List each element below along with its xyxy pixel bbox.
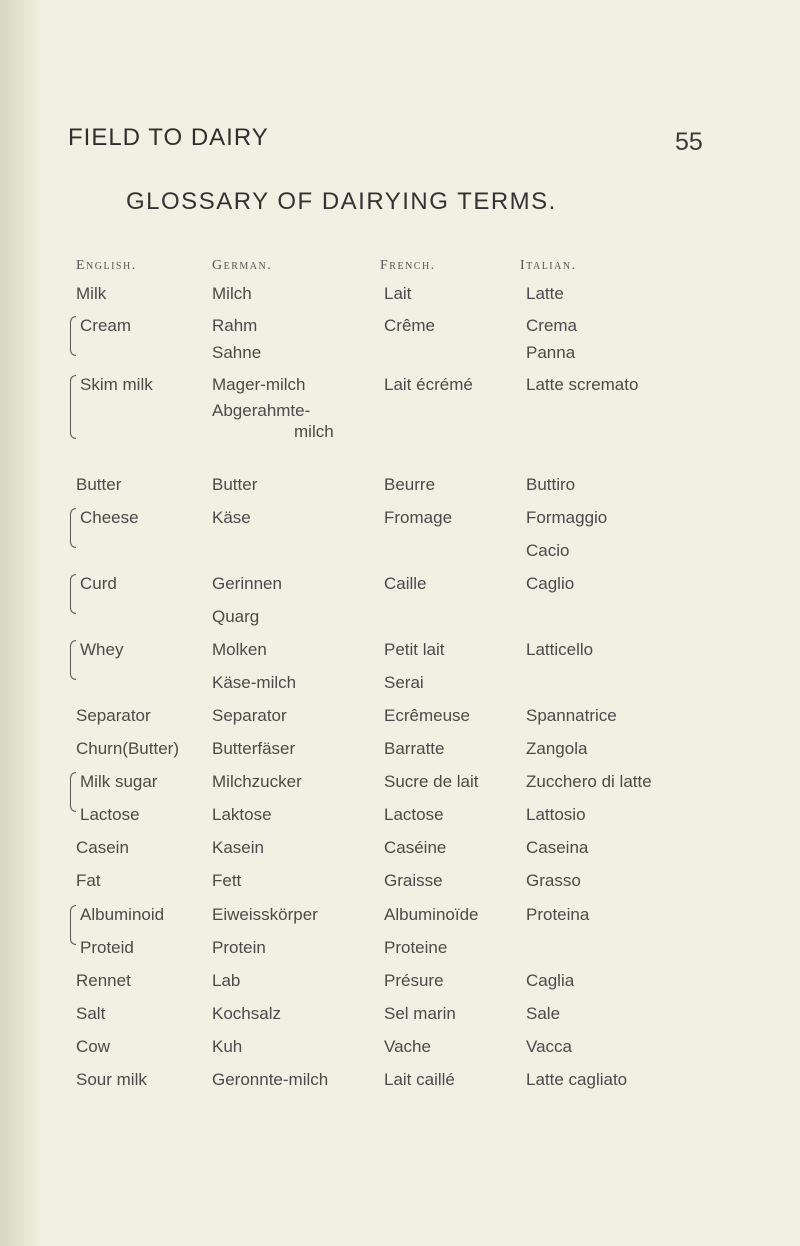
english-term: Whey xyxy=(80,640,124,659)
german-term: Rahm xyxy=(212,316,258,335)
french-term: Caséine xyxy=(384,838,447,857)
column-header-italian: Italian. xyxy=(520,258,577,273)
french-term: Beurre xyxy=(384,475,436,494)
german-term: Geronnte-milch xyxy=(212,1070,329,1089)
english-term: Churn(Butter) xyxy=(76,739,179,758)
italian-term: Grasso xyxy=(526,871,581,890)
german-term: Milchzucker xyxy=(212,772,302,791)
english-term: Curd xyxy=(80,574,117,593)
german-term: Käse-milch xyxy=(212,673,297,692)
italian-term: Sale xyxy=(526,1004,561,1023)
english-term: Lactose xyxy=(80,805,140,824)
german-term: Käse xyxy=(212,508,251,527)
french-term: Caille xyxy=(384,574,427,593)
italian-term: Vacca xyxy=(526,1037,572,1056)
french-term: Lactose xyxy=(384,805,444,824)
bracket-milk-sugar xyxy=(70,772,76,812)
english-term: Milk xyxy=(76,284,107,303)
column-header-german: German. xyxy=(212,258,273,273)
english-term: Fat xyxy=(76,871,101,890)
french-term: Lait xyxy=(384,284,412,303)
italian-term: Lattosio xyxy=(526,805,586,824)
french-term: Proteine xyxy=(384,938,448,957)
italian-term: Proteina xyxy=(526,905,590,924)
french-term: Fromage xyxy=(384,508,453,527)
english-term: Separator xyxy=(76,706,151,725)
german-term: Kuh xyxy=(212,1037,243,1056)
german-term: Molken xyxy=(212,640,267,659)
english-term: Salt xyxy=(76,1004,106,1023)
italian-term: Latte cagliato xyxy=(526,1070,628,1089)
german-term: Laktose xyxy=(212,805,272,824)
french-term: Petit lait xyxy=(384,640,445,659)
english-term: Sour milk xyxy=(76,1070,147,1089)
german-term: Fett xyxy=(212,871,242,890)
english-term: Casein xyxy=(76,838,129,857)
english-term: Milk sugar xyxy=(80,772,158,791)
italian-term: Caglio xyxy=(526,574,575,593)
french-term: Barratte xyxy=(384,739,445,758)
bracket-cheese xyxy=(70,508,76,548)
english-term: Cheese xyxy=(80,508,139,527)
column-header-english: English. xyxy=(76,258,137,273)
german-term: milch xyxy=(294,422,334,441)
german-term: Butterfäser xyxy=(212,739,296,758)
french-term: Crême xyxy=(384,316,436,335)
italian-term: Latte xyxy=(526,284,564,303)
english-term: Butter xyxy=(76,475,122,494)
english-term: Cream xyxy=(80,316,132,335)
german-term: Abgerahmte- xyxy=(212,401,311,420)
running-head: FIELD TO DAIRY xyxy=(68,124,269,151)
italian-term: Crema xyxy=(526,316,578,335)
page-gutter-shadow xyxy=(0,0,42,1246)
german-term: Kochsalz xyxy=(212,1004,281,1023)
german-term: Quarg xyxy=(212,607,260,626)
english-term: Albuminoid xyxy=(80,905,165,924)
italian-term: Cacio xyxy=(526,541,570,560)
english-term: Rennet xyxy=(76,971,131,990)
italian-term: Spannatrice xyxy=(526,706,617,725)
german-term: Lab xyxy=(212,971,241,990)
french-term: Lait caillé xyxy=(384,1070,455,1089)
french-term: Sucre de lait xyxy=(384,772,479,791)
italian-term: Buttiro xyxy=(526,475,576,494)
french-term: Ecrêmeuse xyxy=(384,706,470,725)
bracket-skim-milk xyxy=(70,375,76,439)
italian-term: Caseina xyxy=(526,838,589,857)
page-number: 55 xyxy=(675,128,703,156)
bracket-curd xyxy=(70,574,76,614)
german-term: Eiweisskörper xyxy=(212,905,318,924)
german-term: Sahne xyxy=(212,343,262,362)
italian-term: Zucchero di latte xyxy=(526,772,652,791)
english-term: Proteid xyxy=(80,938,134,957)
german-term: Separator xyxy=(212,706,287,725)
italian-term: Latte scremato xyxy=(526,375,639,394)
italian-term: Panna xyxy=(526,343,576,362)
german-term: Butter xyxy=(212,475,258,494)
glossary-title: GLOSSARY OF DAIRYING TERMS. xyxy=(126,188,557,215)
bracket-cream xyxy=(70,316,76,356)
german-term: Kasein xyxy=(212,838,264,857)
french-term: Présure xyxy=(384,971,444,990)
italian-term: Caglia xyxy=(526,971,575,990)
french-term: Lait écrémé xyxy=(384,375,473,394)
french-term: Serai xyxy=(384,673,424,692)
bracket-albuminoid xyxy=(70,905,76,945)
italian-term: Formaggio xyxy=(526,508,608,527)
bracket-whey xyxy=(70,640,76,680)
english-term: Cow xyxy=(76,1037,111,1056)
column-header-french: French. xyxy=(380,258,436,273)
french-term: Graisse xyxy=(384,871,443,890)
italian-term: Zangola xyxy=(526,739,588,758)
german-term: Gerinnen xyxy=(212,574,282,593)
german-term: Protein xyxy=(212,938,266,957)
french-term: Vache xyxy=(384,1037,431,1056)
english-term: Skim milk xyxy=(80,375,153,394)
german-term: Mager-milch xyxy=(212,375,306,394)
italian-term: Latticello xyxy=(526,640,594,659)
french-term: Sel marin xyxy=(384,1004,456,1023)
german-term: Milch xyxy=(212,284,252,303)
french-term: Albuminoïde xyxy=(384,905,479,924)
